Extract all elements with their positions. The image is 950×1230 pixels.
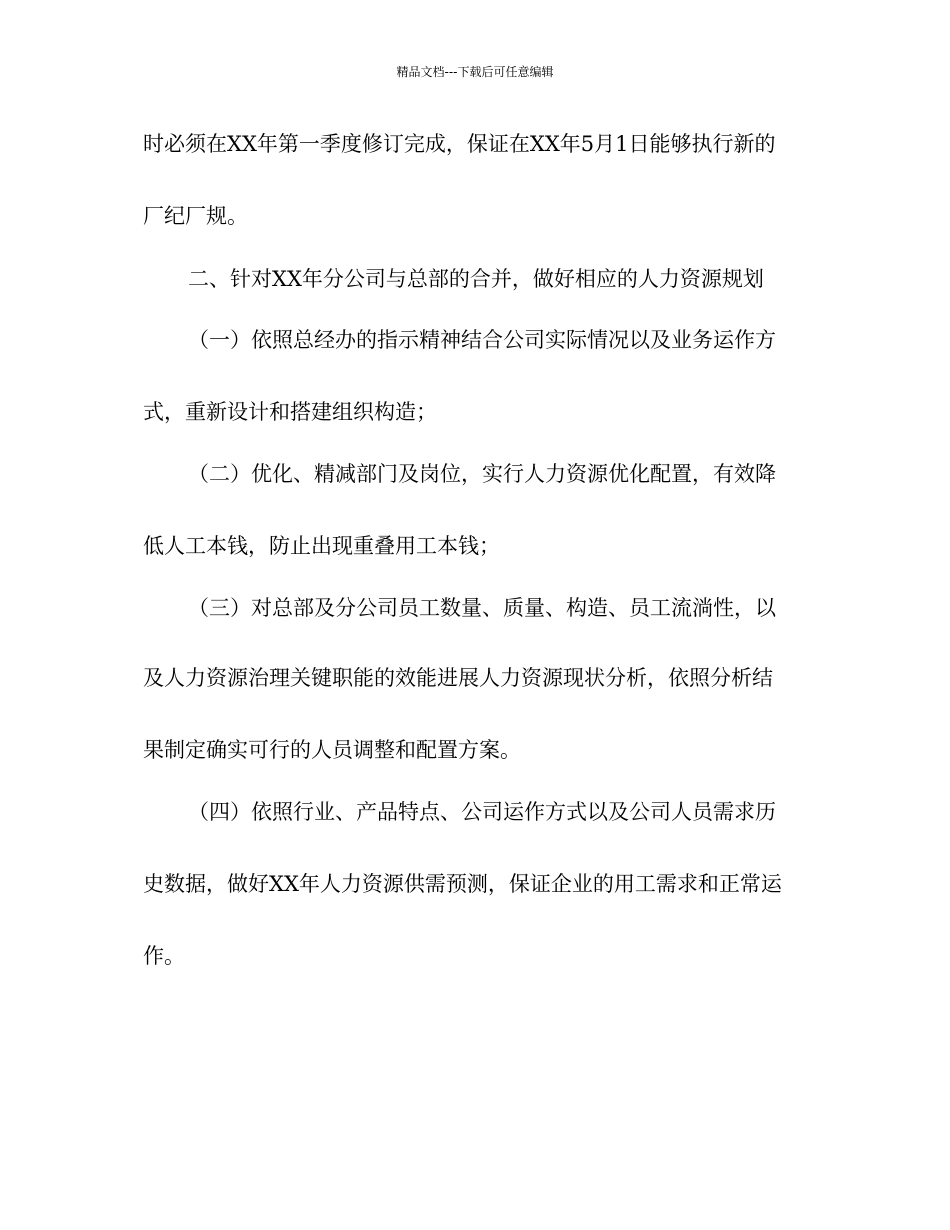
text-line: （四）依照行业、产品特点、公司运作方式以及公司人员需求历 xyxy=(188,800,776,824)
text-line: （二）优化、精减部门及岗位，实行人力资源优化配置，有效降 xyxy=(188,462,776,486)
text-line: 式，重新设计和搭建组织构造； xyxy=(143,400,437,424)
text-line: （三）对总部及分公司员工数量、质量、构造、员工流淌性，以 xyxy=(188,596,776,620)
text-line: 果制定确实可行的人员调整和配置方案。 xyxy=(143,738,521,762)
text-line: （一）依照总经办的指示精神结合公司实际情况以及业务运作方 xyxy=(188,328,776,352)
text-line: 厂纪厂规。 xyxy=(143,204,248,228)
text-line: 史数据，做好XX年人力资源供需预测，保证企业的用工需求和正常运 xyxy=(143,872,782,896)
text-line: 低人工本钱，防止出现重叠用工本钱； xyxy=(143,534,500,558)
section-heading: 二、针对XX年分公司与总部的合并，做好相应的人力资源规划 xyxy=(188,267,764,291)
page-header: 精品文档---下载后可任意编辑 xyxy=(396,65,554,79)
text-line: 及人力资源治理关键职能的效能进展人力资源现状分析，依照分析结 xyxy=(143,666,773,690)
text-line: 时必须在XX年第一季度修订完成，保证在XX年5月1日能够执行新的 xyxy=(143,132,776,156)
text-line: 作。 xyxy=(143,944,185,968)
